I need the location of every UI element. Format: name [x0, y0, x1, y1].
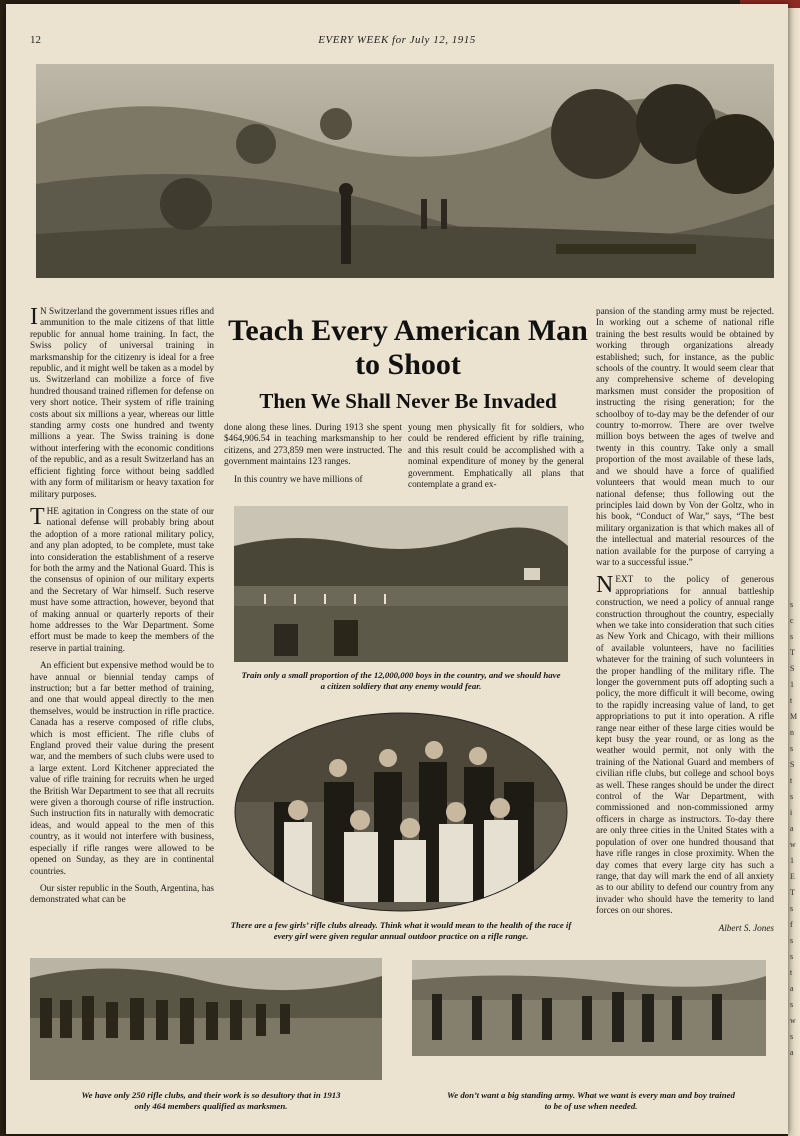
rifle-clubs-caption: We have only 250 rifle clubs, and their work is so desultory that in 1913 only 464 members qualified as marksmen. — [81, 1090, 341, 1111]
edge-letter: i — [790, 808, 793, 817]
edge-letter: f — [790, 920, 793, 929]
edge-letter: t — [790, 696, 793, 705]
hillside-shooting-photo — [36, 64, 774, 278]
article-right-column — [596, 306, 774, 934]
paragraph-text: EXT to the policy of generous appropriations for annual battleship construction, we need a policy of annual range construction throughout the country, especially when we take into consideration that such cities as New York and Chicago, with their millions of available volunteers, have no facilities whatever for the training of such volunteers in the proper handling of the military rifle. The longer the government puts off adopting such a policy, the more difficult it will become, owing to the rapidly increasing value of land, to get appropriations to put it into operation. A rifle range near either of these large cities would be kept busy the year round, or as long as the weather would permit, not only with the training of the National Guard and members of civilian rifle clubs, but college and school boys as well. These ranges should be under the direct control of the War Department, with commissioned and non-commissioned army officers in charge as instructors. To-day there are only three cities in the United States with a population of over one hundred thousand that have rifle ranges in close proximity. When the day comes that every large city has such a range, that day will mark the end of all anxiety as to our ability to defend our country from any invader who should have the temerity to land forces on our shores. — [596, 574, 774, 916]
rifle-range-photo — [234, 506, 568, 662]
edge-letter: T — [790, 888, 795, 897]
edge-letter: S — [790, 760, 795, 769]
paragraph: young men physically fit for soldiers, who could be rendered efficient by rifle training, and this result could be accomplished with a nominal expenditure of money by the general government. Emphatically all plans that contemplate a grand ex- — [408, 422, 584, 490]
edge-letter: t — [790, 776, 793, 785]
drop-cap: T — [30, 503, 45, 530]
edge-letter: S — [790, 664, 795, 673]
author-signature: Albert S. Jones — [718, 922, 774, 933]
edge-letter: s — [790, 744, 794, 753]
article-title: Teach Every American Man to Shoot — [228, 314, 588, 381]
edge-letter: M — [790, 712, 798, 721]
edge-letter: s — [790, 904, 794, 913]
edge-letter: a — [790, 824, 794, 833]
army-caption: We don’t want a big standing army. What we want is every man and boy trained to be of use when needed. — [447, 1090, 735, 1111]
drop-cap: N — [596, 572, 614, 599]
girls-rifle-club-photo — [234, 712, 568, 912]
edge-letter: s — [790, 936, 794, 945]
edge-letter: s — [790, 1000, 794, 1009]
paragraph: In this country we have millions of — [234, 473, 363, 484]
edge-letter: 1 — [790, 856, 794, 865]
rifle-club-crowd-photo — [30, 958, 382, 1080]
article-subtitle: Then We Shall Never Be Invaded — [259, 389, 557, 413]
paragraph-text: HE agitation in Congress on the state of our national defense will probably bring about the adoption of a more rational military policy, and any plan adopted, to be complete, must take into consideration the establishment of a reserve for both the army and the National Guard. This is the consensus of opinion of our military experts and the Secretary of War himself. Such reserve must have some attraction, however, beyond that of making annual or quarterly reports of their home addresses to the War Department. Some effort must be made to keep the members of the reserve in partial training. — [30, 505, 214, 653]
edge-letter: s — [790, 600, 794, 609]
article-mid-left-column — [224, 422, 402, 491]
paragraph: Our sister republic in the South, Argentina, has demonstrated what can be — [30, 882, 214, 905]
article-mid-right-column — [408, 422, 584, 496]
article-headline — [228, 314, 588, 414]
edge-letter: c — [790, 616, 794, 625]
intro-text: N Switzerland the government issues rifles and ammunition to the male citizens of that little republic for annual home training. In fact, the Swiss policy of universal training in marksmanship for the citizenry is ideal for a free republic, and it might well be taken as a model by us. Switzerland can mobilize a force of five hundred thousand trained riflemen for defense on very short notice. Their system of rifle training costs about six millions a year, whereas our little standing army costs one hundred and twenty millions a year. The Swiss training is done without interfering with the economic conditions of the republic, and as a result Switzerland has an efficient fighting force without being saddled with any form of militarism or heavy taxation for military purposes. — [30, 306, 214, 499]
edge-letter: s — [790, 632, 794, 641]
magazine-page — [6, 4, 788, 1134]
edge-letter: n — [790, 728, 794, 737]
girls-photo-caption: There are a few girls’ rifle clubs already. Think what it would mean to the health of the race if every girl were given regular annual outdoor practice on a rifle range. — [230, 920, 572, 941]
running-title: EVERY WEEK for July 12, 1915 — [318, 34, 476, 46]
paragraph: done along these lines. During 1913 she spent $464,906.54 in teaching marksmanship to her citizens, and 273,859 men were instructed. The government maintains 123 ranges. — [224, 422, 402, 467]
drop-cap: I — [30, 304, 38, 330]
article-left-column — [30, 306, 214, 912]
page-header — [26, 34, 768, 50]
paragraph — [596, 574, 774, 916]
intro-paragraph — [30, 306, 214, 500]
edge-letter: s — [790, 952, 794, 961]
paragraph — [30, 503, 214, 654]
edge-letter: w — [790, 840, 796, 849]
paragraph: pansion of the standing army must be rejected. In working out a scheme of national rifle training the best results would be obtained by working through organizations already established; such, for instance, as the public schools of the country. It would seem clear that any comprehensive scheme of developing marksmen must consider the proposition of instructing the rising generation; for the schoolboy of to-day may be the defender of our country to-morrow. There are over twelve million boys between the ages of twelve and twenty in this country. Take only a small proportion of the most available of these lads, and we should have a force of qualified volunteers that would mean much to our national defense; thus following out the principles laid down by Von der Goltz, who in his book, “Conduct of War,” says, “The best military organization is that which makes all of the intellectual and material resources of the nation available for the purpose of carrying a war to a successful issue.” — [596, 306, 774, 567]
edge-letter: 1 — [790, 680, 794, 689]
edge-letter: t — [790, 968, 793, 977]
edge-letter: s — [790, 792, 794, 801]
edge-letter: a — [790, 984, 794, 993]
paragraph: An efficient but expensive method would be to have annual or biennial tenday camps of instruction; but a far better method of training, and one that would appeal directly to the men themselves, would be instruction in rifle practice. Canada has a reserve composed of rifle clubs, which is most efficient. The rifle clubs of England proved their value during the present war, and the members of such clubs were used to a large extent. Lord Kitchener appreciated the value of rifle training for recruits when he urged the British War Department to see that all recruits were given a thorough course of rifle instruction. Such instruction fits in naturally with democratic ideas, and would appeal to the men of this country, as it would not interfere with business, especially if rifle ranges were allowed to be opened on Sunday, as they are in continental countries. — [30, 660, 214, 876]
adjacent-page-edge — [788, 0, 800, 1136]
edge-letter: E — [790, 872, 795, 881]
edge-letter: T — [790, 648, 795, 657]
edge-letter: w — [790, 1016, 796, 1025]
page-number: 12 — [30, 34, 41, 46]
edge-letter: s — [790, 1032, 794, 1041]
range-photo-caption: Train only a small proportion of the 12,000,000 boys in the country, and we should have a citizen soldiery that any enemy would fear. — [241, 670, 561, 691]
men-and-boys-photo — [412, 960, 766, 1056]
edge-letter: a — [790, 1048, 794, 1057]
